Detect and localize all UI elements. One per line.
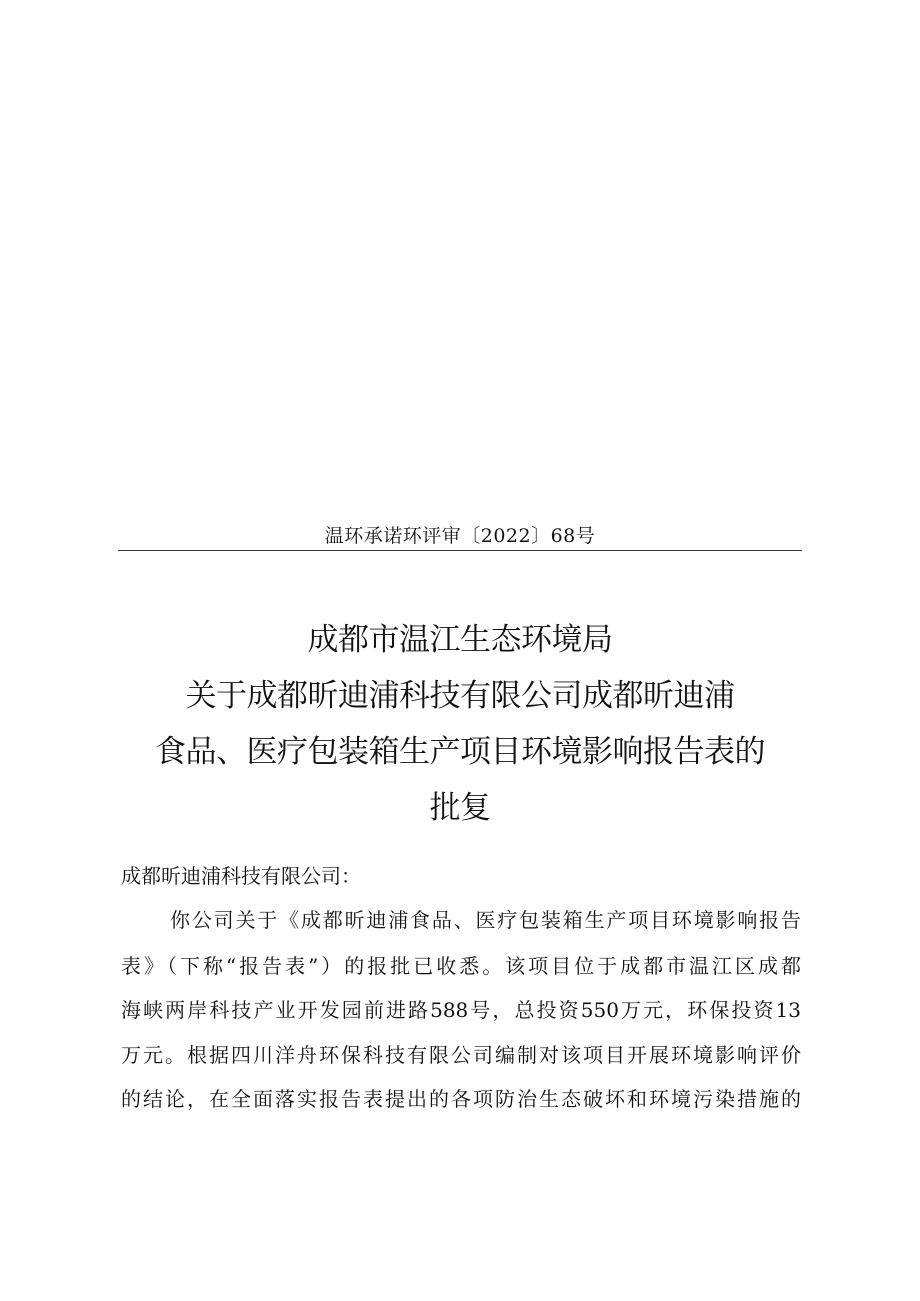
document-number: 温环承诺环评审〔2022〕68号	[324, 525, 596, 547]
body-line-1: 你公司关于《成都昕迪浦食品、医疗包装箱生产项目环境影响报告	[170, 908, 801, 932]
document-title	[118, 612, 802, 836]
title-line-1: 成都市温江生态环境局	[307, 622, 613, 658]
body-line-4: 万元。根据四川洋舟环保科技有限公司编制对该项目开展环境影响评价	[121, 1043, 801, 1067]
title-line-2: 关于成都昕迪浦科技有限公司成都昕迪浦	[185, 678, 735, 714]
body-line-5: 的结论，在全面落实报告表提出的各项防治生态破坏和环境污染措施的	[121, 1087, 801, 1111]
header-divider	[118, 550, 802, 551]
body-line-2: 表》（下称“报告表”）的报批已收悉。该项目位于成都市温江区成都	[121, 954, 801, 978]
title-line-3: 食品、医疗包装箱生产项目环境影响报告表的	[155, 734, 765, 770]
body-line-3: 海峡两岸科技产业开发园前进路588号，总投资550万元，环保投资13	[121, 998, 801, 1022]
addressee: 成都昕迪浦科技有限公司：	[121, 864, 361, 888]
title-line-4: 批复	[429, 790, 491, 826]
